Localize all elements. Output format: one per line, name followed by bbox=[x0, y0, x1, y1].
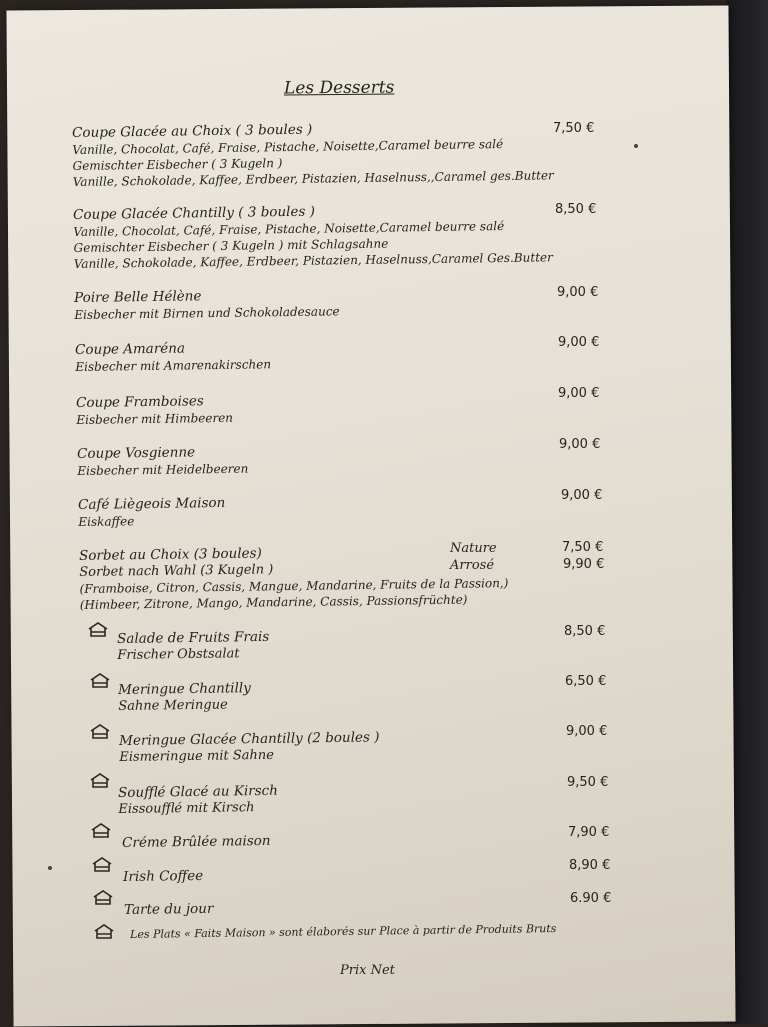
menu-item-name: Meringue Glacée Chantilly (2 boules ) bbox=[119, 729, 380, 749]
house-icon bbox=[91, 857, 111, 873]
menu-item bbox=[72, 117, 554, 190]
menu-item-desc: Eisbecher mit Birnen und Schokoladesauce bbox=[74, 304, 340, 322]
paper-mark bbox=[48, 866, 52, 870]
menu-item bbox=[76, 392, 233, 428]
menu-item-desc: Eismeringue mit Sahne bbox=[119, 747, 274, 765]
menu-item-price: 7,90 € bbox=[568, 825, 610, 840]
menu-item bbox=[77, 443, 248, 479]
footer-note: Les Plats « Faits Maison » sont élaborés sur Place à partir de Produits Bruts bbox=[130, 922, 557, 941]
menu-item-desc: Vanille, Schokolade, Kaffee, Erdbeer, Pistazien, Haselnuss,Caramel Ges.Butter bbox=[73, 250, 553, 271]
menu-item-desc: Eisbecher mit Heidelbeeren bbox=[77, 461, 249, 478]
menu-item bbox=[123, 867, 203, 886]
menu-item bbox=[124, 900, 214, 919]
page-title: Les Desserts bbox=[283, 77, 395, 99]
menu-item-price: 8,90 € bbox=[569, 858, 611, 873]
paper-mark bbox=[634, 144, 638, 148]
menu-item-desc: Vanille, Chocolat, Café, Fraise, Pistache, Noisette,Caramel beurre salé bbox=[73, 218, 505, 239]
menu-item-desc: Eisbecher mit Amarenakirschen bbox=[75, 357, 272, 374]
menu-item-name: Café Liègeois Maison bbox=[78, 494, 226, 513]
menu-item-name: Sorbet au Choix (3 boules) bbox=[79, 545, 262, 564]
menu-item bbox=[119, 728, 380, 766]
menu-item-desc: Eisbecher mit Himbeeren bbox=[76, 410, 234, 427]
menu-item-desc: Vanille, Schokolade, Kaffee, Erdbeer, Pistazien, Haselnuss,,Caramel ges.Butter bbox=[72, 168, 554, 189]
menu-item-price: 9,00 € bbox=[566, 724, 608, 739]
menu-item bbox=[122, 832, 271, 852]
menu-item-desc: Gemischter Eisbecher ( 3 Kugeln ) mit Schlagsahne bbox=[73, 236, 389, 255]
menu-item-name: Coupe Glacée au Choix ( 3 boules ) bbox=[72, 121, 313, 141]
menu-item-price: 7,50 € bbox=[553, 121, 595, 136]
menu-item-price: 7,50 € bbox=[562, 540, 604, 555]
footer-net: Prix Net bbox=[340, 963, 395, 978]
menu-item-desc: (Himbeer, Zitrone, Mango, Mandarine, Cassis, Passionsfrüchte) bbox=[79, 592, 468, 612]
menu-item-price: 6,50 € bbox=[565, 674, 607, 689]
menu-item-name: Créme Brûlée maison bbox=[122, 832, 271, 851]
menu-item bbox=[73, 199, 553, 272]
variant-label: Arrosé bbox=[450, 558, 495, 573]
house-icon bbox=[89, 773, 109, 789]
menu-item-name: Coupe Glacée Chantilly ( 3 boules ) bbox=[73, 203, 316, 223]
menu-item-name: Poire Belle Hélène bbox=[74, 288, 202, 306]
menu-item-price: 9,00 € bbox=[558, 386, 600, 401]
menu-item-desc: Sorbet nach Wahl (3 Kugeln ) bbox=[79, 562, 274, 580]
menu-item-name: Meringue Chantilly bbox=[118, 680, 251, 698]
menu-item-name: Coupe Vosgienne bbox=[77, 444, 196, 462]
menu-item-sorbet bbox=[79, 541, 509, 613]
menu-item-price: 9,50 € bbox=[567, 775, 609, 790]
menu-item-name: Tarte du jour bbox=[124, 900, 214, 918]
menu-item bbox=[78, 494, 226, 530]
variant-label: Nature bbox=[450, 541, 497, 556]
menu-item-price: 8,50 € bbox=[555, 202, 597, 217]
house-icon bbox=[89, 724, 109, 740]
menu-item-name: Salade de Fruits Frais bbox=[117, 628, 270, 647]
menu-item-price: 9,00 € bbox=[559, 437, 601, 452]
menu-item-price: 9,00 € bbox=[558, 335, 600, 350]
menu-item-price: 6.90 € bbox=[570, 891, 612, 906]
menu-item-price: 9,90 € bbox=[563, 557, 605, 572]
menu-item bbox=[74, 285, 340, 323]
menu-item-price: 9,00 € bbox=[557, 285, 599, 300]
menu-item-desc: Sahne Meringue bbox=[118, 697, 228, 714]
menu-item-price: 9,00 € bbox=[561, 488, 603, 503]
house-icon bbox=[89, 673, 109, 689]
menu-item-price: 8,50 € bbox=[564, 624, 606, 639]
menu-item-desc: Gemischter Eisbecher ( 3 Kugeln ) bbox=[72, 156, 283, 173]
house-icon bbox=[92, 890, 112, 906]
menu-item-name: Soufflé Glacé au Kirsch bbox=[118, 782, 278, 801]
menu-item-desc: Eissoufflé mit Kirsch bbox=[118, 800, 255, 817]
menu-item bbox=[117, 628, 270, 664]
menu-item-name: Coupe Amaréna bbox=[75, 340, 186, 358]
menu-item-name: Coupe Framboises bbox=[76, 393, 204, 411]
house-icon bbox=[93, 924, 113, 940]
house-icon bbox=[87, 622, 107, 638]
menu-item-desc: (Framboise, Citron, Cassis, Mangue, Mandarine, Fruits de la Passion,) bbox=[79, 576, 509, 596]
menu-item-desc: Frischer Obstsalat bbox=[117, 646, 240, 663]
house-icon bbox=[90, 823, 110, 839]
menu-item bbox=[118, 782, 278, 818]
menu-item bbox=[75, 338, 271, 375]
menu-item-desc: Vanille, Chocolat, Café, Fraise, Pistache, Noisette,Caramel beurre salé bbox=[72, 136, 504, 157]
menu-item-desc: Eiskaffee bbox=[78, 514, 135, 529]
menu-item bbox=[118, 679, 251, 715]
menu-item-name: Irish Coffee bbox=[123, 867, 204, 885]
